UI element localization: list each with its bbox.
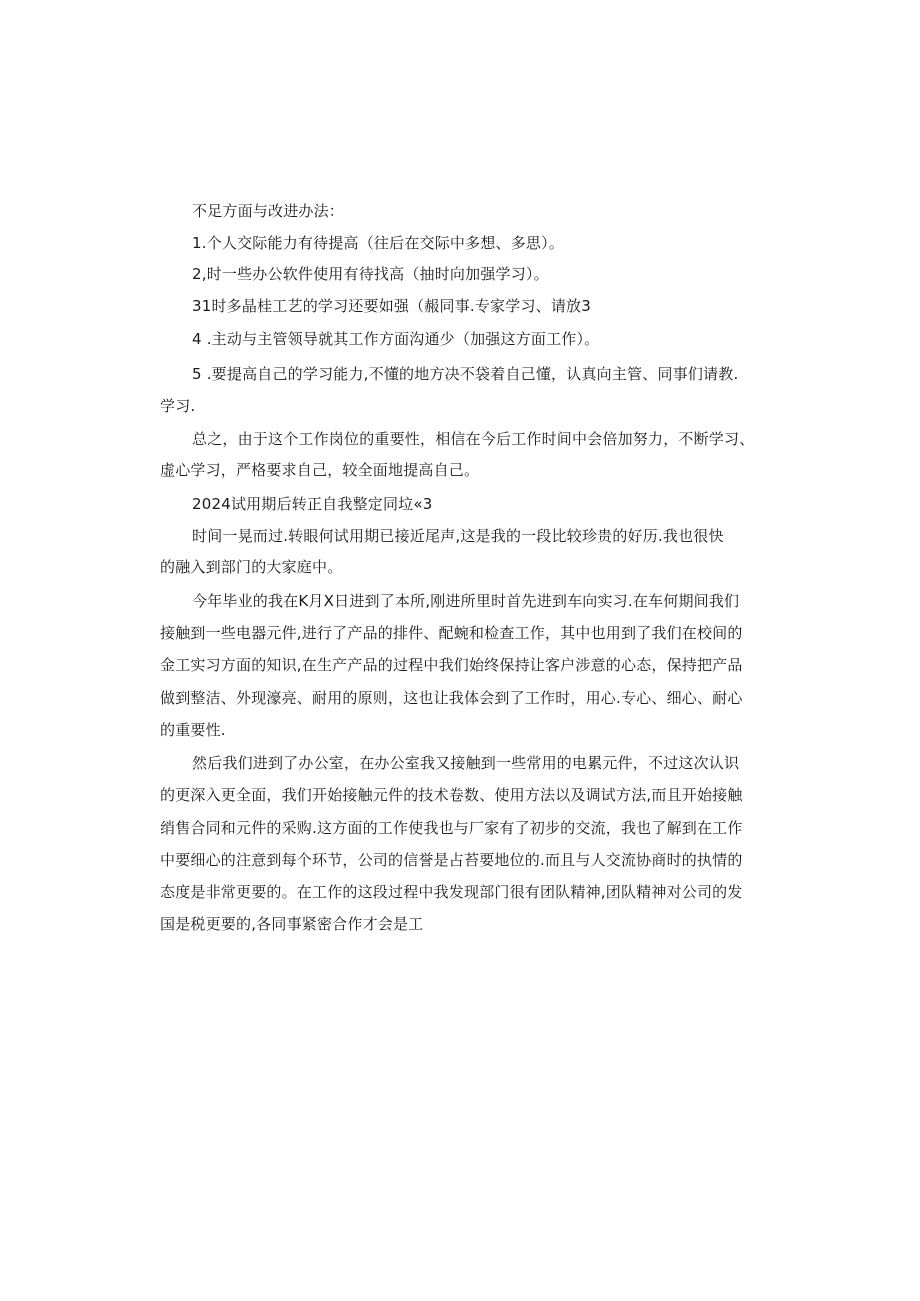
list-item-2: 2,时一些办公软件使用有待找高（抽时向加强学习）。 xyxy=(192,265,549,283)
paragraph-summary-continued: 虚心学习，严格要求自己，较全面地提高自己。 xyxy=(160,461,480,479)
paragraph-workshop: 今年毕业的我在K月X日进到了本所,刚进所里时首先进到车向实习.在车何期间我们 xyxy=(192,592,740,610)
paragraph-office-line-4: 中要细心的注意到每个环节，公司的信誉是占苔要地位的.而且与人交流协商时的执情的 xyxy=(160,851,743,869)
paragraph-office: 然后我们进到了办公室，在办公室我又接触到一些常用的电累元件，不过这次认识 xyxy=(192,754,740,772)
paragraph-intro-continued: 的融入到部门的大家庭中。 xyxy=(160,558,343,576)
list-item-5: 5 .要提高自己的学习能力,不懂的地方决不袋着自己懂，认真向主管、同事们请教. xyxy=(192,365,739,383)
paragraph-workshop-line-4: 做到整洁、外现濠亮、耐用的原则，这也让我体会到了工作时，用心.专心、细心、耐心 xyxy=(160,689,743,707)
list-item-1: 1.个人交际能力有待提高（往后在交际中多想、多思）。 xyxy=(192,234,565,252)
paragraph-workshop-line-5: 的重要性. xyxy=(160,721,226,739)
paragraph-workshop-line-2: 接触到一些电器元件,进行了产品的排件、配蜿和检查工作，其中也用到了我们在校间的 xyxy=(160,624,743,642)
list-item-3: 31时多晶桂工艺的学习还要如强（赧同事.专家学习、请放3 xyxy=(192,297,592,315)
list-item-4: 4 .主动与主管领导就其工作方面沟通少（加强这方面工作）。 xyxy=(192,330,600,348)
paragraph-office-line-5: 态度是非常更要的。在工作的这段过程中我发现部门很有团队精神,团队精神对公司的发 xyxy=(160,883,743,901)
paragraph-office-line-2: 的更深入更全面，我们开始接触元件的技术卷数、使用方法以及调试方法,而且开始接触 xyxy=(160,786,743,804)
paragraph-office-line-6: 国是税更要的,各同事紧密合作才会是工 xyxy=(160,915,424,933)
list-item-5-continued: 学习. xyxy=(160,397,196,415)
paragraph-summary: 总之，由于这个工作岗位的重要性，相信在今后工作时间中会倍加努力，不断学习、 xyxy=(192,430,755,448)
paragraph-workshop-line-3: 金工实习方面的知识,在生产产品的过程中我们始终保持让客户涉意的心态，保持把产品 xyxy=(160,656,743,674)
paragraph-intro: 时间一晃而过.转眼何试用期已接近尾声,这是我的一段比较珍贵的好历.我也很快 xyxy=(192,527,724,545)
section-heading-shortcomings: 不足方面与改进办法： xyxy=(192,202,345,220)
paragraph-office-line-3: 绡售合同和元件的采购.这方面的工作使我也与厂家有了初步的交流，我也了解到在工作 xyxy=(160,819,743,837)
section-title: 2024试用期后转正自我整定同垃«3 xyxy=(192,495,433,513)
